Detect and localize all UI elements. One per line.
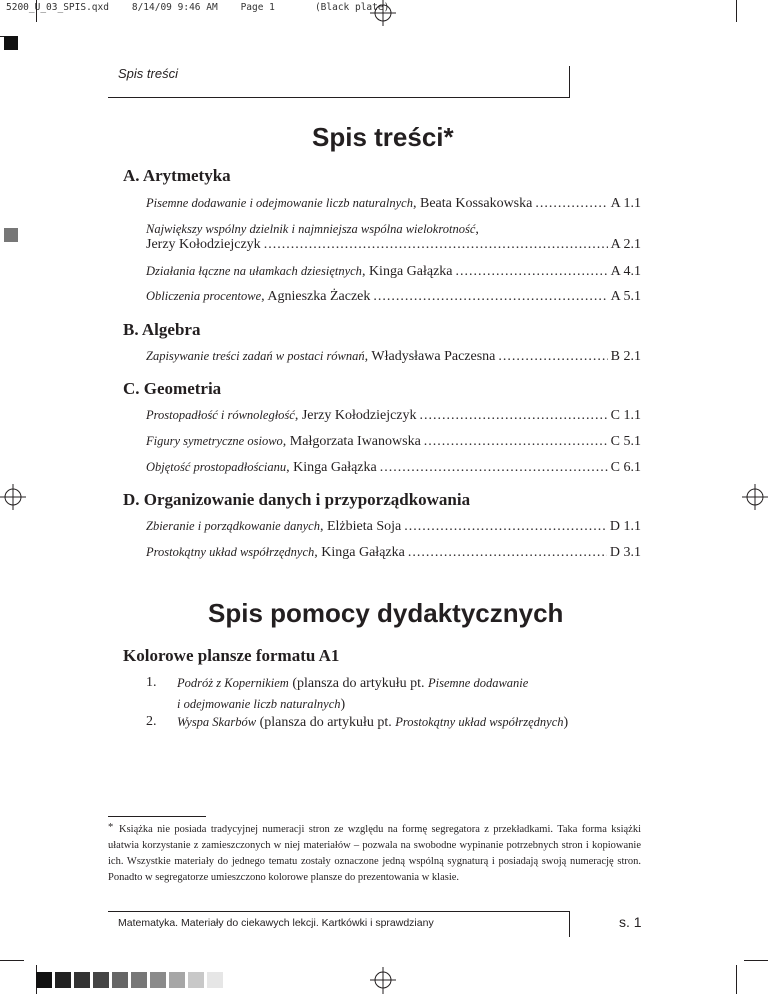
color-swatch xyxy=(169,972,185,988)
toc-entry: Figury symetryczne osiowo , Małgorzata Iwanowska ..... C 5.1 xyxy=(146,431,641,452)
page-number: s. 1 xyxy=(619,914,642,930)
toc-entry: Prostokątny układ współrzędnych , Kinga Gałązka ..... D 3.1 xyxy=(146,542,641,563)
color-swatch xyxy=(74,972,90,988)
gray-square-mark xyxy=(4,228,18,242)
footer-book-title: Matematyka. Materiały do ciekawych lekcji. Kartkówki i sprawdziany xyxy=(118,917,434,929)
toc-title: Spis treści* xyxy=(312,122,454,152)
toc-entry: Obliczenia procentowe , Agnieszka Żaczek ..... A 5.1 xyxy=(146,286,641,307)
header-rule xyxy=(108,97,570,98)
aid-item: Podróż z Kopernikiem (plansza do artykułu pt. Pisemne dodawanie i odejmowanie liczb naturalnych) xyxy=(177,676,529,712)
section-heading-c: C. Geometria xyxy=(123,379,222,398)
toc-entry: Jerzy Kołodziejczyk ..... A 2.1 xyxy=(146,235,641,255)
header-rule-vertical xyxy=(569,66,570,98)
aids-subheading: Kolorowe plansze formatu A1 xyxy=(123,646,340,665)
toc-entry-line1: Największy wspólny dzielnik i najmniejsza wspólna wielokrotność, xyxy=(146,222,479,237)
toc-entry: Zapisywanie treści zadań w postaci równań , Władysława Paczesna ..... B 2.1 xyxy=(146,346,641,367)
color-swatch xyxy=(188,972,204,988)
color-swatch xyxy=(55,972,71,988)
color-swatch xyxy=(207,972,223,988)
print-slug: 5200_U_03_SPIS.qxd 8/14/09 9:46 AM Page 1 (Black plate) xyxy=(6,2,390,13)
color-swatch xyxy=(131,972,147,988)
aid-item: Wyspa Skarbów (plansza do artykułu pt. Prostokątny układ współrzędnych) xyxy=(177,715,569,730)
toc-entry: Pisemne dodawanie i odejmowanie liczb naturalnych , Beata Kossakowska ..... A 1.1 xyxy=(146,193,641,214)
toc-entry: Prostopadłość i równoległość , Jerzy Kołodziejczyk ..... C 1.1 xyxy=(146,405,641,426)
color-control-strip xyxy=(36,972,226,988)
section-heading-d: D. Organizowanie danych i przyporządkowania xyxy=(123,490,471,509)
section-heading-b: B. Algebra xyxy=(123,320,201,339)
aid-number: 2. xyxy=(146,714,157,729)
color-swatch xyxy=(36,972,52,988)
footnote-rule xyxy=(108,816,206,817)
color-swatch xyxy=(150,972,166,988)
toc-entry: Objętość prostopadłościanu , Kinga Gałązka ..... C 6.1 xyxy=(146,457,641,478)
color-swatch xyxy=(112,972,128,988)
black-square-mark xyxy=(4,36,18,50)
toc-entry: Działania łączne na ułamkach dziesiętnych , Kinga Gałązka ..... A 4.1 xyxy=(146,261,641,282)
running-head: Spis treści xyxy=(118,66,178,81)
toc-entry: Zbieranie i porządkowanie danych , Elżbieta Soja ..... D 1.1 xyxy=(146,516,641,537)
footnote-text: Książka nie posiada tradycyjnej numeracji stron ze względu na formę segregatora z przekładkami. Taka forma książki ułatwia korzystanie z zamieszczonych w niej materiałów – pozwala na swobodne wypinanie potrzebnych stron i kopiowanie ich. Wszystkie materiały do jednego tematu zostały oznaczone jedną wspólną sygnaturą i posiadają swoją numerację stron. Ponadto w segregatorze umieszczono kolorowe plansze do prezentowania w klasie. xyxy=(108,824,641,883)
aid-number: 1. xyxy=(146,675,157,690)
footer-rule xyxy=(108,911,570,912)
aids-title: Spis pomocy dydaktycznych xyxy=(208,598,564,628)
color-swatch xyxy=(93,972,109,988)
footer-rule-vertical xyxy=(569,911,570,937)
section-heading-a: A. Arytmetyka xyxy=(123,166,231,185)
footnote-mark: * xyxy=(108,822,114,833)
